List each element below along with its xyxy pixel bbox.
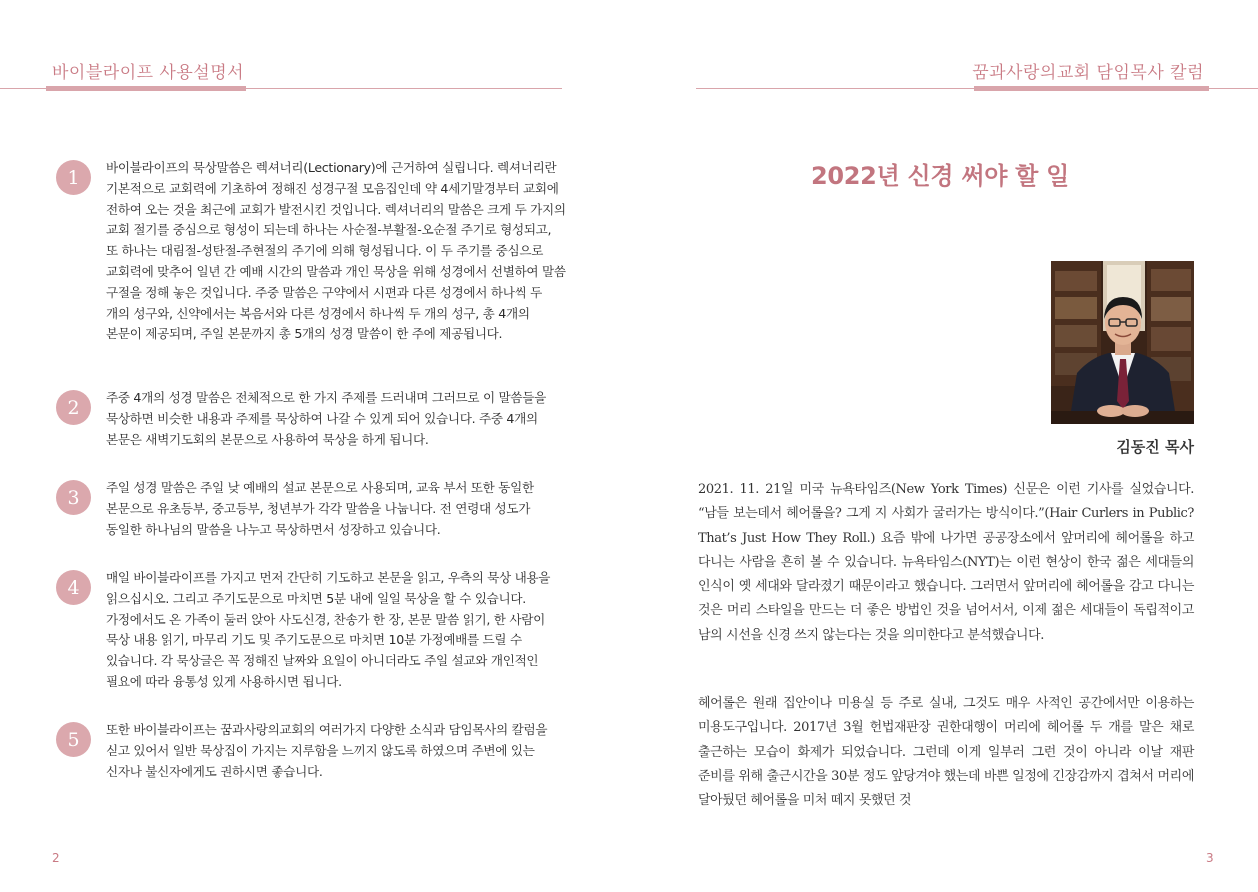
item-text: 바이블라이프의 묵상말씀은 렉셔너리(Lectionary)에 근거하여 실립니다. 렉셔너리란 기본적으로 교회력에 기초하여 정해진 성경구절 모음집인데 약 4세기말경부터 교회에 전하여 오는 것을 최근에 교회가 발전시킨 것입니다. 렉셔너리의 말씀은 크게 두 가지의 교회 절기를 중심으로 형성이 되는데 하나는 사순절-부활절-오순절 주기로 형성되고, 또 하나는 대림절-성탄절-주현절의 주기에 의해 형성됩니다. 이 두 주기를 중심으로 교회력에 맞추어 일년 간 예배 시간의 말씀과 개인 묵상을 위해 성경에서 선별하여 말씀 구절을 정해 놓은 것입니다. 주중 말씀은 구약에서 시편과 다른 성경에서 하나씩 두 개의 성구와, 신약에서는 복음서와 다른 성경에서 하나씩 두 개의 성구, 총 4개의 본문이 제공되며, 주일 본문까지 총 5개의 성경 말씀이 한 주에 제공됩니다. — [106, 160, 566, 342]
guide-item-3 — [56, 478, 566, 540]
right-header-rule-accent — [974, 86, 1209, 91]
left-page-number: 2 — [52, 851, 60, 865]
item-text: 매일 바이블라이프를 가지고 먼저 간단히 기도하고 본문을 읽고, 우측의 묵상 내용을 읽으십시오. 그리고 주기도문으로 마치면 5분 내에 일일 묵상을 할 수 있습니다. 가정에서도 온 가족이 둘러 앉아 사도신경, 찬송가 한 장, 본문 말씀 읽기, 한 사람이 묵상 내용 읽기, 마무리 기도 및 주기도문으로 마치면 10분 가정예배를 드릴 수 있습니다. 각 묵상글은 꼭 정해진 날짜와 요일이 아니더라도 주일 설교와 개인적인 필요에 따라 융통성 있게 사용하시면 됩니다. — [106, 570, 551, 689]
guide-item-5 — [56, 720, 566, 782]
author-photo — [1051, 261, 1194, 424]
guide-item-2 — [56, 388, 566, 450]
item-number-badge: 4 — [56, 570, 91, 605]
right-page-number: 3 — [1206, 851, 1214, 865]
item-number-badge: 3 — [56, 480, 91, 515]
column-paragraph: 헤어롤은 원래 집안이나 미용실 등 주로 실내, 그것도 매우 사적인 공간에서만 이용하는 미용도구입니다. 2017년 3월 헌법재판장 권한대행이 머리에 헤어롤 두 개를 말은 채로 출근하는 모습이 화제가 되었습니다. 그런데 이게 일부러 그런 것이 아니라 이날 재판 준비를 위해 출근시간을 30분 정도 앞당겨야 했는데 바쁜 일정에 긴장감까지 겹쳐서 머리에 달아뒀던 헤어롤을 미처 떼지 못했던 것 — [698, 696, 1194, 809]
item-number-badge: 1 — [56, 160, 91, 195]
right-header-title: 꿈과사랑의교회 담임목사 칼럼 — [972, 63, 1204, 83]
right-page — [660, 0, 1258, 892]
item-number-badge: 2 — [56, 390, 91, 425]
item-text: 주중 4개의 성경 말씀은 전체적으로 한 가지 주제를 드러내며 그러므로 이 말씀들을 묵상하면 비슷한 내용과 주제를 묵상하여 나갈 수 있게 되어 있습니다. 주중 4개의 본문은 새벽기도회의 본문으로 사용하여 묵상을 하게 됩니다. — [106, 390, 547, 447]
left-header-rule-accent — [46, 86, 246, 91]
guide-item-1 — [56, 158, 566, 345]
left-header-title: 바이블라이프 사용설명서 — [52, 63, 245, 83]
column-title: 2022년 신경 써야 할 일 — [810, 162, 1069, 190]
column-paragraph: 2021. 11. 21일 미국 뉴욕타임즈(New York Times) 신문은 이런 기사를 실었습니다. “남들 보는데서 헤어롤을? 그게 지 사회가 굴러가는 방식이다.”(Hair Curlers in Public? That’s Just How They Roll.) 요즘 밖에 나가면 공공장소에서 앞머리에 헤어롤을 하고 다니는 사람을 흔히 볼 수 있습니다. 뉴욕타임스(NYT)는 이런 현상이 한국 젊은 세대들의 인식이 옛 세대와 달라졌기 때문이라고 했습니다. 그러면서 앞머리에 헤어롤을 감고 다니는 것은 머리 스타일을 만드는 더 좋은 방법인 것을 넘어서서, 이제 젊은 세대들이 독립적이고 남의 시선을 신경 쓰지 않는다는 것을 의미한다고 분석했습니다. — [698, 482, 1194, 643]
guide-item-4 — [56, 568, 566, 693]
item-text: 또한 바이블라이프는 꿈과사랑의교회의 여러가지 다양한 소식과 담임목사의 칼럼을 싣고 있어서 일반 묵상집이 가지는 지루함을 느끼지 않도록 하였으며 주변에 있는 신자나 불신자에게도 권하시면 좋습니다. — [106, 722, 548, 779]
item-number-badge: 5 — [56, 722, 91, 757]
author-name: 김동진 목사 — [1116, 438, 1194, 456]
item-text: 주일 성경 말씀은 주일 낮 예배의 설교 본문으로 사용되며, 교육 부서 또한 동일한 본문으로 유초등부, 중고등부, 청년부가 각각 말씀을 나눕니다. 전 연령대 성도가 동일한 하나님의 말씀을 나누고 묵상하면서 성장하고 있습니다. — [106, 480, 534, 537]
left-page — [0, 0, 600, 892]
